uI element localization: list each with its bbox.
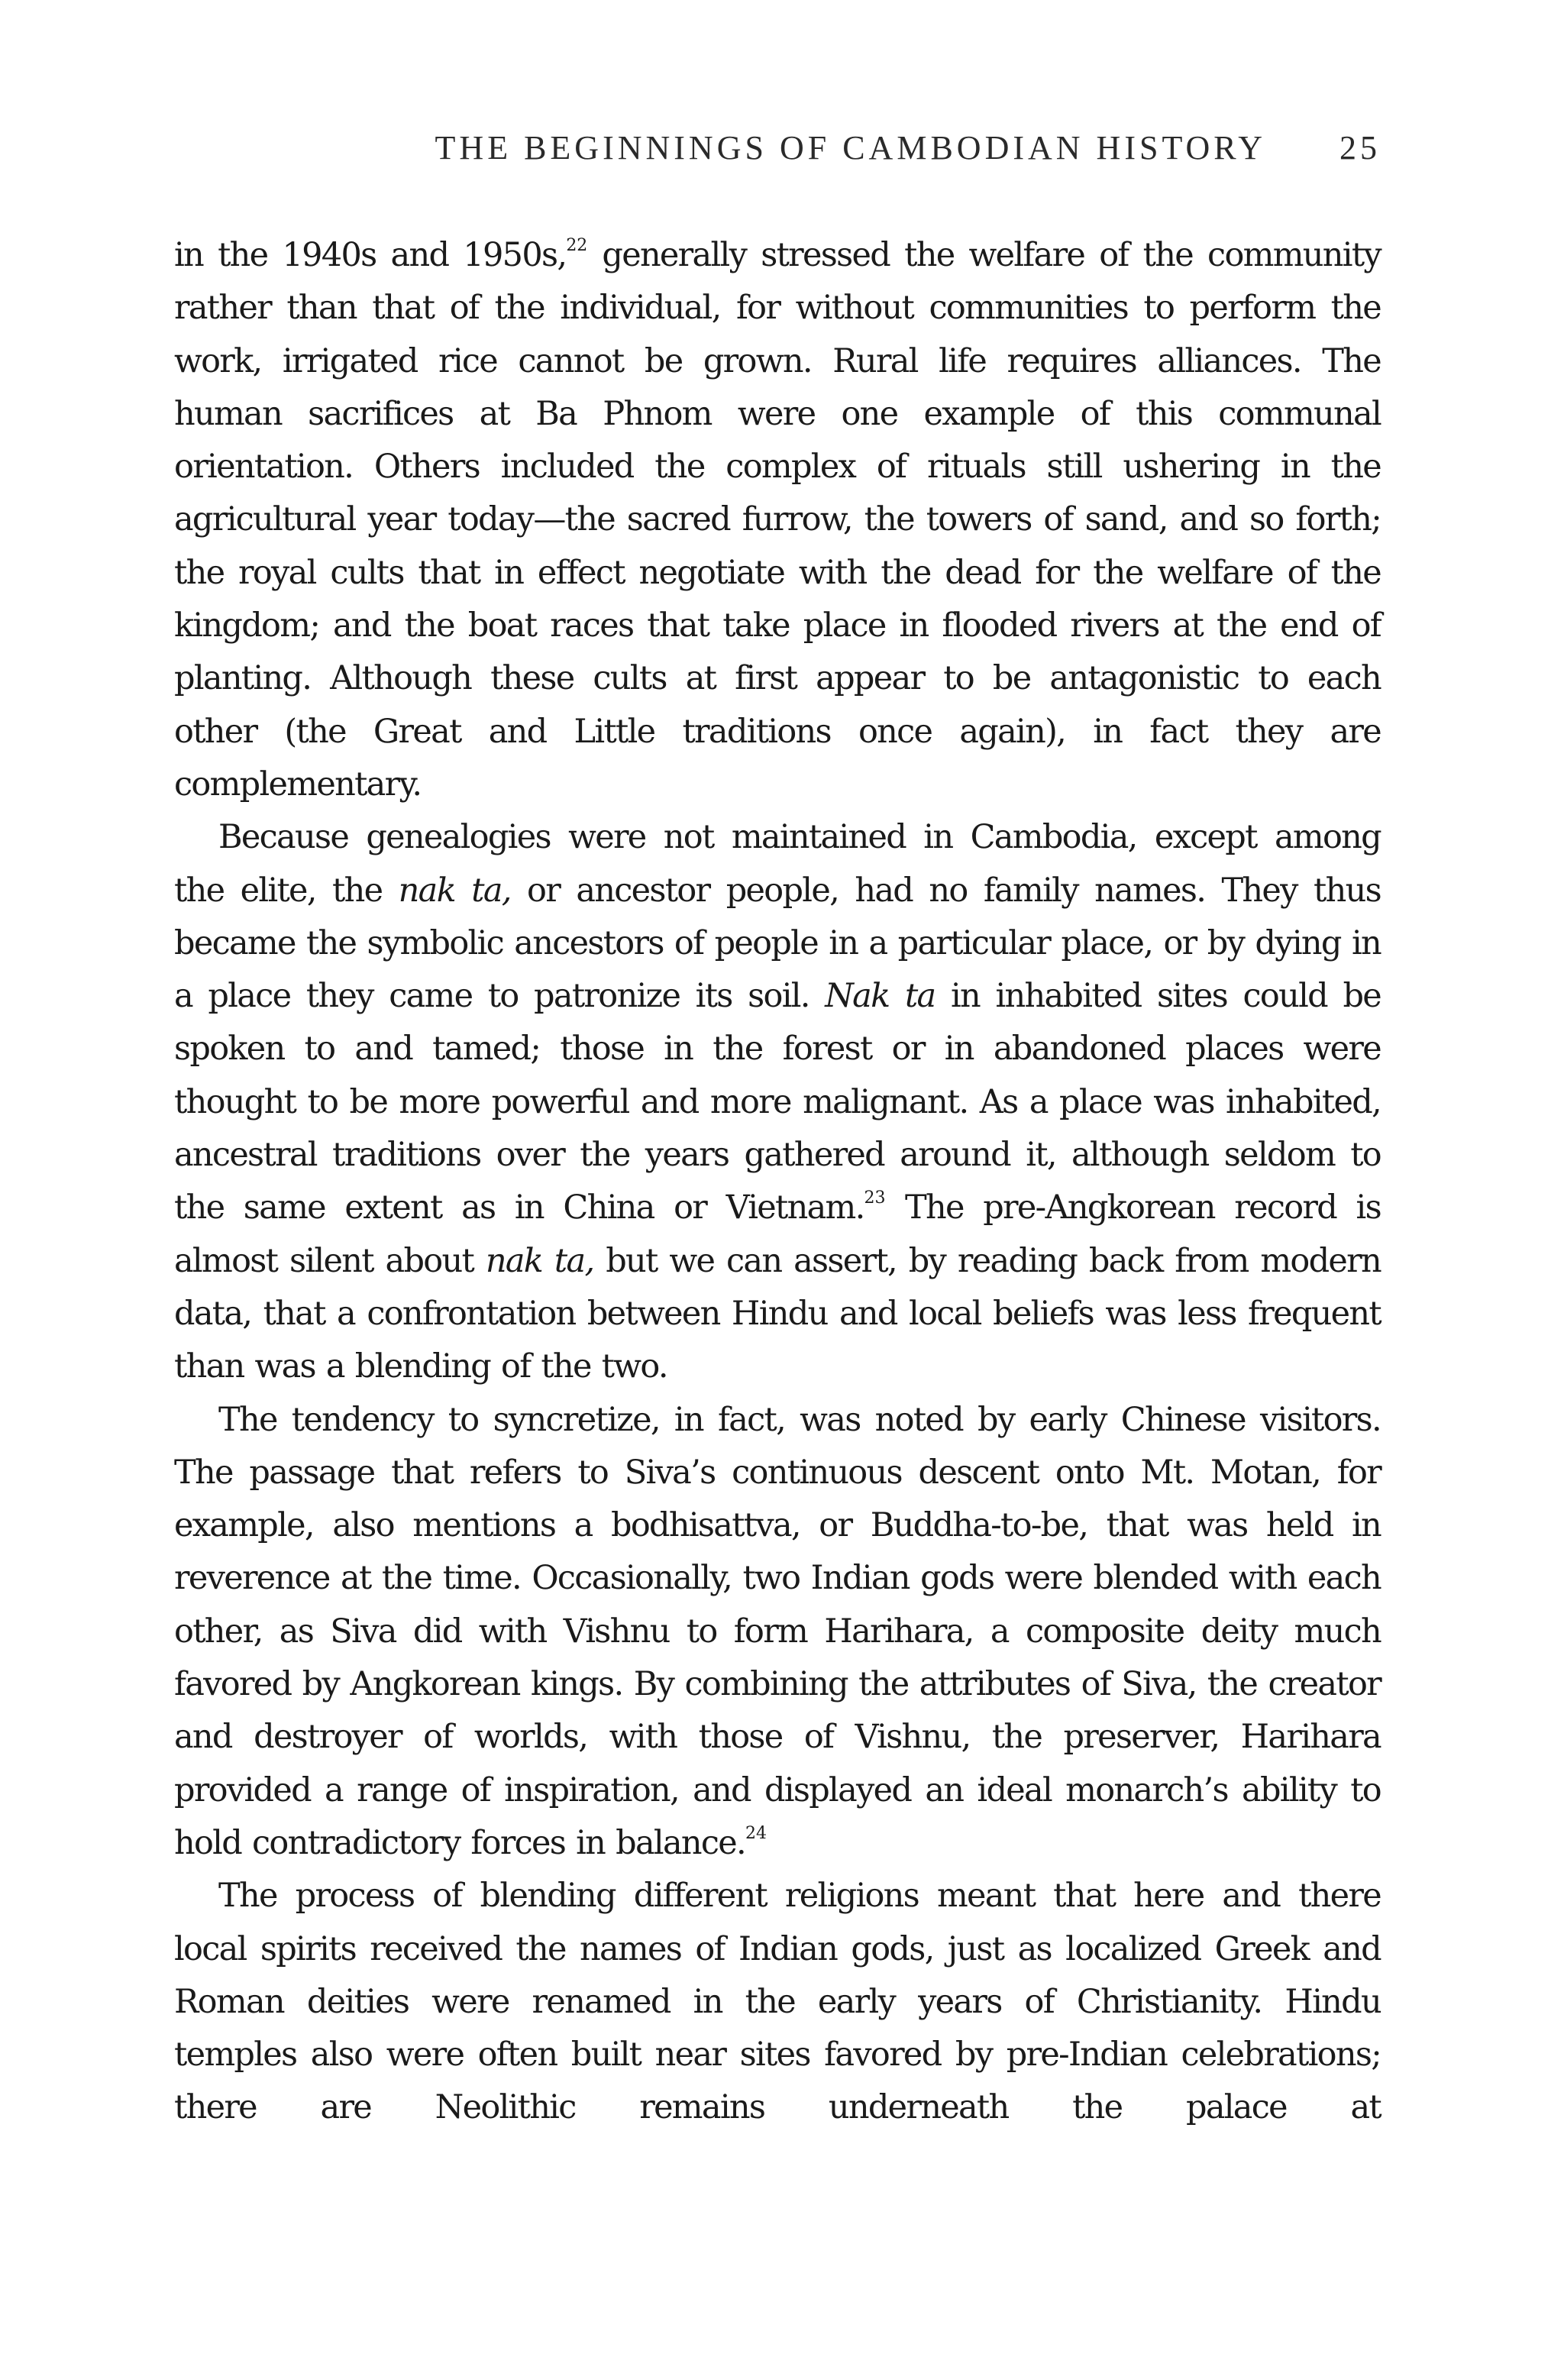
footnote-marker: 24 bbox=[745, 1823, 767, 1843]
text-run: Because genealogies were not maintained in Cambodia, except among the elite, the bbox=[174, 818, 1381, 910]
text-run: The tendency to syncretize, in fact, was noted by early Chinese visitors. The passage that refers to Siva’s continuous descent onto Mt. Motan, for example, also mentions a bodhisattva, or Buddha-to-be, that was held in reverence at the time. Occasionally, two Indian gods were blended with each other, as Siva did with Vishnu to form Harihara, a composite deity much favored by Angkorean kings. By combining the attributes of Siva, the creator and destroyer of worlds, with those of Vishnu, the preserver, Harihara provided a range of inspiration, and displayed an ideal monarch’s ability to hold contradictory forces in balance. bbox=[174, 1400, 1381, 1862]
running-title: THE BEGINNINGS OF CAMBODIAN HISTORY bbox=[435, 129, 1266, 167]
italic-term: nak ta, bbox=[398, 871, 511, 910]
running-header bbox=[174, 128, 1381, 174]
text-run: in the 1940s and 1950s, bbox=[174, 236, 567, 274]
italic-term: nak ta, bbox=[485, 1241, 594, 1280]
text-run: in inhabited sites could be spoken to and tamed; those in the forest or in abandoned places were thought to be more powerful and more malignant. As a place was inhabited, ancestral traditions over the years gathered around it, although seldom to the same extent as in China or Vietnam. bbox=[174, 977, 1381, 1227]
text-run: generally stressed the welfare of the community rather than that of the individual, for without communities to perform the work, irrigated rice cannot be grown. Rural life requires alliances. The human sacrifices at Ba Phnom were one example of this communal orientation. Others included the complex of rituals still ushering in the agricultural year today—the sacred furrow, the towers of sand, and so forth; the royal cults that in effect negotiate with the dead for the welfare of the kingdom; and the boat races that take place in flooded rivers at the end of planting. Although these cults at first appear to be antagonistic to each other (the Great and Little traditions once again), in fact they are complementary. bbox=[174, 236, 1381, 804]
text-run: or ancestor people, had no family names. They thus became the symbolic ancestors of people in a particular place, or by dying in a place they came to patronize its soil. bbox=[174, 871, 1381, 1016]
paragraph bbox=[174, 1394, 1381, 1871]
paragraph bbox=[174, 229, 1381, 811]
footnote-marker: 23 bbox=[864, 1188, 886, 1208]
paragraph bbox=[174, 811, 1381, 1393]
page-number: 25 bbox=[1339, 129, 1381, 167]
text-run: but we can assert, by reading back from modern data, that a confrontation between Hindu and local beliefs was less frequent than was a blending of the two. bbox=[174, 1241, 1381, 1386]
footnote-marker: 22 bbox=[566, 236, 588, 255]
body-text bbox=[174, 229, 1381, 2135]
text-run: The process of blending different religions meant that here and there local spirits received the names of Indian gods, just as localized Greek and Roman deities were renamed in the early years of Christianity. Hindu temples also were often built near sites favored by pre-Indian celebrations; there are Neolithic remains underneath the palace at bbox=[174, 1877, 1381, 2127]
paragraph bbox=[174, 1870, 1381, 2134]
text-run: The pre-Angkorean record is almost silent about bbox=[174, 1188, 1381, 1280]
italic-term: Nak ta bbox=[825, 977, 935, 1016]
